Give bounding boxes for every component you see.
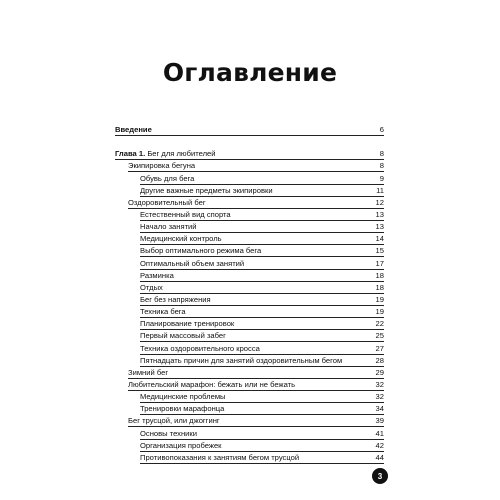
toc-entry <box>140 294 384 306</box>
toc-entry-page: 44 <box>375 452 384 462</box>
toc-entry-page: 18 <box>375 282 384 292</box>
toc-entry-page: 13 <box>375 222 384 232</box>
toc-entry <box>140 306 384 318</box>
toc-entry <box>140 342 384 354</box>
toc-entry <box>140 270 384 282</box>
toc-entry <box>128 415 384 427</box>
toc-entry-title: Тренировки марафонца <box>140 404 225 414</box>
toc-entry <box>115 148 384 160</box>
toc-entry <box>128 197 384 209</box>
chapter-label: Глава 1. <box>115 149 146 159</box>
toc-entry-title: Другие важные предметы экипировки <box>140 185 273 195</box>
toc-entry-page: 19 <box>375 307 384 317</box>
toc-entry-title: Пятнадцать причин для занятий оздоровительным бегом <box>140 355 343 365</box>
toc-entry-page: 18 <box>375 270 384 280</box>
toc-entry-title: Разминка <box>140 270 174 280</box>
toc-entry <box>140 391 384 403</box>
toc-spacer <box>115 136 384 148</box>
table-of-contents <box>115 124 384 464</box>
toc-entry-page: 19 <box>375 294 384 304</box>
toc-entry-page: 22 <box>375 319 384 329</box>
chapter-title: Бег для любителей <box>145 149 216 159</box>
toc-entry <box>140 221 384 233</box>
toc-entry-title: Любительский марафон: бежать или не бежать <box>128 379 296 389</box>
toc-entry <box>140 355 384 367</box>
toc-entry-title: Бег без напряжения <box>140 294 211 304</box>
toc-entry-title: Бег трусцой, или джоггинг <box>128 416 220 426</box>
toc-entry-page: 9 <box>379 173 384 183</box>
toc-entry-title: Экипировка бегуна <box>128 161 196 171</box>
toc-list <box>115 148 384 464</box>
toc-entry <box>140 452 384 464</box>
toc-entry-page: 6 <box>379 125 384 135</box>
toc-entry-title: Медицинский контроль <box>140 234 222 244</box>
toc-entry <box>140 318 384 330</box>
toc-entry <box>140 209 384 221</box>
toc-entry-title: Зимний бег <box>128 367 169 377</box>
toc-entry-page: 27 <box>375 343 384 353</box>
toc-entry <box>140 185 384 197</box>
toc-entry-page: 14 <box>375 234 384 244</box>
toc-entry <box>140 403 384 415</box>
toc-entry-title: Организация пробежек <box>140 440 222 450</box>
toc-entry-title: Начало занятий <box>140 222 197 232</box>
page-number-badge: 3 <box>372 468 388 484</box>
toc-entry-title <box>115 149 376 159</box>
toc-entry <box>128 160 384 172</box>
toc-entry-intro <box>115 124 384 136</box>
page-title: Оглавление <box>162 58 338 87</box>
toc-entry-title: Отдых <box>140 282 163 292</box>
toc-entry <box>140 172 384 184</box>
toc-entry-page: 12 <box>375 197 384 207</box>
toc-entry <box>140 233 384 245</box>
toc-entry-page: 34 <box>375 404 384 414</box>
toc-entry-page: 41 <box>375 428 384 438</box>
toc-entry-title: Первый массовый забег <box>140 331 226 341</box>
toc-entry-title: Основы техники <box>140 428 197 438</box>
toc-entry <box>140 245 384 257</box>
toc-entry-title: Выбор оптимального режима бега <box>140 246 262 256</box>
toc-entry <box>140 257 384 269</box>
toc-entry-title: Планирование тренировок <box>140 319 235 329</box>
toc-entry-page: 32 <box>375 379 384 389</box>
toc-entry-page: 17 <box>375 258 384 268</box>
toc-entry-page: 8 <box>379 149 384 159</box>
toc-entry <box>140 440 384 452</box>
toc-entry-title: Оптимальный объем занятий <box>140 258 245 268</box>
toc-entry <box>128 367 384 379</box>
toc-entry <box>140 282 384 294</box>
toc-entry-page: 15 <box>375 246 384 256</box>
toc-entry-page: 39 <box>375 416 384 426</box>
toc-entry <box>140 330 384 342</box>
toc-entry-title: Медицинские проблемы <box>140 392 226 402</box>
toc-entry-title: Обувь для бега <box>140 173 195 183</box>
toc-entry-page: 25 <box>375 331 384 341</box>
toc-entry-title: Введение <box>115 125 152 135</box>
toc-entry-page: 28 <box>375 355 384 365</box>
toc-entry-page: 32 <box>375 392 384 402</box>
toc-entry-page: 13 <box>375 209 384 219</box>
toc-entry-title: Техника бега <box>140 307 186 317</box>
toc-entry <box>128 379 384 391</box>
toc-entry-page: 42 <box>375 440 384 450</box>
toc-entry-page: 29 <box>375 367 384 377</box>
toc-entry-page: 8 <box>379 161 384 171</box>
toc-entry-title: Техника оздоровительного кросса <box>140 343 260 353</box>
toc-entry-page: 11 <box>376 185 384 195</box>
toc-entry <box>140 427 384 439</box>
toc-entry-title: Естественный вид спорта <box>140 209 231 219</box>
toc-entry-title: Противопоказания к занятиям бегом трусцой <box>140 452 300 462</box>
toc-entry-title: Оздоровительный бег <box>128 197 206 207</box>
